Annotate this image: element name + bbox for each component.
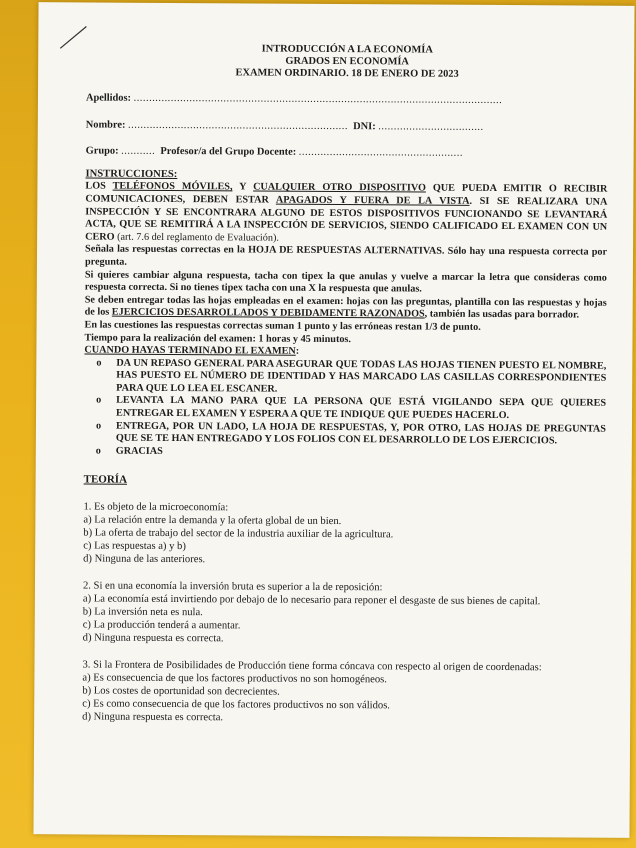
answer-option: c) La producción tenderá a aumentar. <box>82 619 241 632</box>
answer-option: c) Las respuestas a) y b) <box>83 540 186 553</box>
instr-text: Se deben entregar todas las hojas empleadas en el examen: hojas con las preguntas, plantilla con las respuestas y hojas de los <box>84 294 607 318</box>
list-item <box>84 420 606 448</box>
instr-text: QUE PUEDA EMITIR O RECIBIR COMUNICACIONES, DEBEN ESTAR <box>85 182 608 206</box>
field-grupo-profesor <box>86 146 608 162</box>
exam-content <box>82 40 608 726</box>
answer-option: d) Ninguna de las anteriores. <box>83 553 206 566</box>
dni-label: DNI: <box>353 120 376 132</box>
exam-paper <box>33 2 634 838</box>
instructions-scoring: En las cuestiones las respuestas correctas suman 1 punto y las erróneas restan 1/3 de punto. <box>84 319 481 333</box>
instr-text: TELÉFONOS MÓVILES, <box>112 181 233 193</box>
instr-text: EJERCICIOS DESARROLLADOS Y DEBIDAMENTE RAZONADOS <box>111 306 425 320</box>
list-item-text: LEVANTA LA MANO PARA QUE LA PERSONA QUE ESTÁ VIGILANDO SEPA QUE QUIERES ENTREGAR EL EXAMEN Y ESPERA A QUE TE INDIQUE QUE PUEDES HACERLO. <box>116 395 607 422</box>
nombre-label: Nombre: <box>85 119 126 131</box>
instr-text: APAGADOS Y FUERA DE LA VISTA <box>275 194 470 207</box>
list-item <box>84 445 606 461</box>
answer-option: d) Ninguna respuesta es correcta. <box>82 711 224 724</box>
list-item-text: DA UN REPASO GENERAL PARA ASEGURAR QUE TODAS LAS HOJAS TIENEN PUESTO EL NOMBRE, HAS PUESTO EL NÚMERO DE IDENTIDAD Y HAS MARCADO LAS CASILLAS CORRESPONDIENTES PARA QUE LO LEA EL ESCANER. <box>116 357 607 395</box>
instr-text: CUALQUIER OTRO DISPOSITIVO <box>253 181 426 194</box>
question-1 <box>83 501 605 569</box>
section-title-teoria: TEORÍA <box>83 473 128 487</box>
question-2 <box>83 580 605 648</box>
instr-text: LOS <box>85 180 113 193</box>
instructions-change-answer: Si quieres cambiar alguna respuesta, tacha con tipex la que anulas y vuelve a marcar la letra que consideras como respuesta correcta. Si no tienes tipex tacha con una X la respuesta que anulas. <box>84 269 607 295</box>
finish-title-colon: : <box>295 345 300 357</box>
question-3 <box>82 658 604 726</box>
list-item <box>84 357 606 398</box>
answer-option: a) Es consecuencia de que los factores productivos no son homogéneos. <box>82 672 387 686</box>
instructions-devices <box>85 181 607 247</box>
apellidos-line[interactable]: ....................................................................................................................... <box>133 92 503 107</box>
field-nombre-dni <box>86 119 608 135</box>
exam-header <box>86 42 608 81</box>
instr-text: , también las usadas para borrador. <box>424 308 580 321</box>
nombre-line[interactable]: ....................................................................... <box>128 119 349 132</box>
list-item-text: ENTREGA, POR UN LADO, LA HOJA DE RESPUESTAS, Y, POR OTRO, LAS HOJAS DE PREGUNTAS QUE SE TE HAN ENTREGADO Y LOS FOLIOS CON EL DESARROLLO DE LOS EJERCICIOS. <box>115 420 606 447</box>
header-degree: GRADOS EN ECONOMÍA <box>285 55 409 68</box>
bullet-icon: o <box>96 395 102 407</box>
instr-text: (art. 7.6 del reglamento de Evaluación). <box>114 231 279 244</box>
profesor-line[interactable]: ..................................................... <box>298 146 464 159</box>
answer-option: d) Ninguna respuesta es correcta. <box>82 632 224 645</box>
question-text: 2. Si en una economía la inversión bruta es superior a la de reposición: <box>82 580 383 594</box>
list-item-text: GRACIAS <box>115 445 163 457</box>
grupo-line[interactable]: ........... <box>121 145 156 158</box>
instr-text: . SI SE REALIZARA UNA INSPECCIÓN Y SE ENCONTRARA ALGUNO DE ESTOS DISPOSITIVOS FUNCIONANDO SE LEVANTARÁ ACTA, QUE SE REMITIRÁ A LA INSPECCIÓN DE SERVICIOS, SIENDO CALIFICADO EL EXAMEN CON UN CERO <box>85 195 608 243</box>
bullet-icon: o <box>95 445 101 457</box>
finish-list <box>84 357 607 461</box>
instr-text: Y <box>232 181 254 193</box>
apellidos-label: Apellidos: <box>85 92 132 104</box>
question-text: 1. Es objeto de la microeconomía: <box>83 501 229 514</box>
answer-option: b) La inversión neta es nula. <box>82 606 203 619</box>
question-text: 3. Si la Frontera de Posibilidades de Producción tiene forma cóncava con respecto al origen de coordenadas: <box>82 659 542 674</box>
finish-title-text: CUANDO HAYAS TERMINADO EL EXAMEN <box>84 344 296 357</box>
instructions-title: INSTRUCCIONES: <box>85 168 178 180</box>
instructions-answer-sheet: Señala las respuestas correctas en la HOJA DE RESPUESTAS ALTERNATIVAS. Sólo hay una respuesta correcta por pregunta. <box>84 243 608 268</box>
header-course: INTRODUCCIÓN A LA ECONOMÍA <box>261 43 433 56</box>
profesor-label: Profesor/a del Grupo Docente: <box>160 146 297 158</box>
list-item <box>84 395 606 423</box>
answer-option: b) Los costes de oportunidad son decrecientes. <box>82 685 280 698</box>
answer-option: a) La economía está invirtiendo por debajo de lo necesario para reponer el desgaste de sus bienes de capital. <box>82 593 541 608</box>
header-exam-date: EXAMEN ORDINARIO. 18 DE ENERO DE 2023 <box>235 67 459 80</box>
answer-option: a) La relación entre la demanda y la oferta global de un bien. <box>83 514 342 528</box>
bullet-icon: o <box>96 357 102 369</box>
answer-option: c) Es como consecuencia de que los factores productivos no son válidos. <box>82 698 391 712</box>
field-apellidos[interactable] <box>86 92 608 108</box>
answer-option: b) La oferta de trabajo del sector de la industria auxiliar de la agricultura. <box>83 527 394 541</box>
dni-line[interactable]: .................................. <box>378 120 484 133</box>
instructions-time: Tiempo para la realización del examen: 1 horas y 45 minutos. <box>84 331 352 345</box>
bullet-icon: o <box>95 420 102 432</box>
grupo-label: Grupo: <box>85 145 119 157</box>
instructions-deliver <box>85 294 607 322</box>
